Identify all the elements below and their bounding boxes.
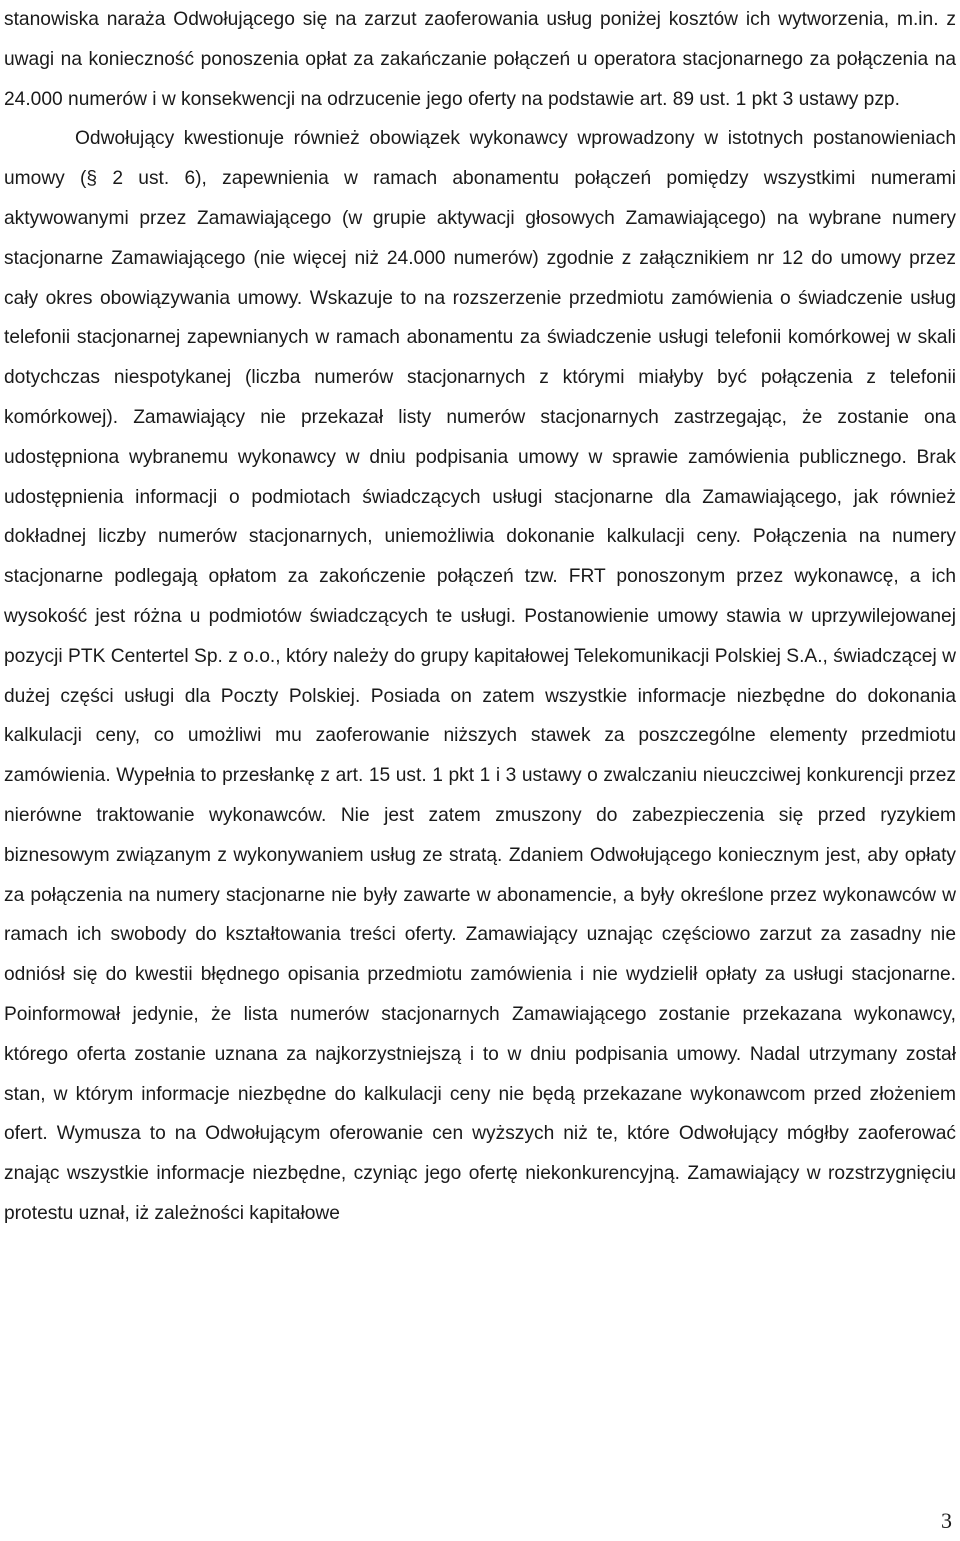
paragraph-main: Odwołujący kwestionuje również obowiązek wykonawcy wprowadzony w istotnych postanowieniach umowy (§ 2 ust. 6), zapewnienia w ramach abonamentu połączeń pomiędzy wszystkimi numerami aktywowanymi przez Zamawiającego (w grupie aktywacji głosowych Zamawiającego) na wybrane numery stacjonarne Zamawiającego (nie więcej niż 24.000 numerów) zgodnie z załącznikiem nr 12 do umowy przez cały okres obowiązywania umowy. Wskazuje to na rozszerzenie przedmiotu zamówienia o świadczenie usług telefonii stacjonarnej zapewnianych w ramach abonamentu za świadczenie usługi telefonii komórkowej w skali dotychczas niespotykanej (liczba numerów stacjonarnych z którymi miałyby być połączenia z telefonii komórkowej). Zamawiający nie przekazał listy numerów stacjonarnych zastrzegając, że zostanie ona udostępniona wybranemu wykonawcy w dniu podpisania umowy w sprawie zamówienia publicznego. Brak udostępnienia informacji o podmiotach świadczących usługi stacjonarne dla Zamawiającego, jak również dokładnej liczby numerów stacjonarnych, uniemożliwia dokonanie kalkulacji ceny. Połączenia na numery stacjonarne podlegają opłatom za zakończenie połączeń tzw. FRT ponoszonym przez wykonawcę, a ich wysokość jest różna u podmiotów świadczących te usługi. Postanowienie umowy stawia w uprzywilejowanej pozycji PTK Centertel Sp. z o.o., który należy do grupy kapitałowej Telekomunikacji Polskiej S.A., świadczącej w dużej części usługi dla Poczty Polskiej. Posiada on zatem wszystkie informacje niezbędne do dokonania kalkulacji ceny, co umożliwi mu zaoferowanie niższych stawek za poszczególne elementy przedmiotu zamówienia. Wypełnia to przesłankę z art. 15 ust. 1 pkt 1 i 3 ustawy o zwalczaniu nieuczciwej konkurencji przez nierówne traktowanie wykonawców. Nie jest zatem zmuszony do zabezpieczenia się przed ryzykiem biznesowym związanym z wykonywaniem usług ze stratą. Zdaniem Odwołującego koniecznym jest, aby opłaty za połączenia na numery stacjonarne nie były zawarte w abonamencie, a były określone przez wykonawców w ramach ich swobody do kształtowania treści oferty. Zamawiający uznając częściowo zarzut za zasadny nie odniósł się do kwestii błędnego opisania przedmiotu zamówienia i nie wydzielił opłaty za usługi stacjonarne. Poinformował jedynie, że lista numerów stacjonarnych Zamawiającego zostanie przekazana wykonawcy, którego oferta zostanie uznana za najkorzystniejszą i to w dniu podpisania umowy. Nadal utrzymany został stan, w którym informacje niezbędne do kalkulacji ceny nie będą przekazane wykonawcom przed złożeniem ofert. Wymusza to na Odwołującym oferowanie cen wyższych niż te, które Odwołujący mógłby zaoferować znając wszystkie informacje niezbędne, czyniąc jego ofertę niekonkurencyjną. Zamawiający w rozstrzygnięciu protestu uznał, iż zależności kapitałowe — [4, 128, 956, 1224]
page-number: 3 — [941, 1508, 952, 1533]
paragraph-continuation: stanowiska naraża Odwołującego się na zarzut zaoferowania usług poniżej kosztów ich wytworzenia, m.in. z uwagi na konieczność ponoszenia opłat za zakańczanie połączeń u operatora stacjonarnego za połączenia na 24.000 numerów i w konsekwencji na odrzucenie jego oferty na podstawie art. 89 ust. 1 pkt 3 ustawy pzp. — [4, 9, 956, 110]
document-page — [4, 0, 956, 1234]
